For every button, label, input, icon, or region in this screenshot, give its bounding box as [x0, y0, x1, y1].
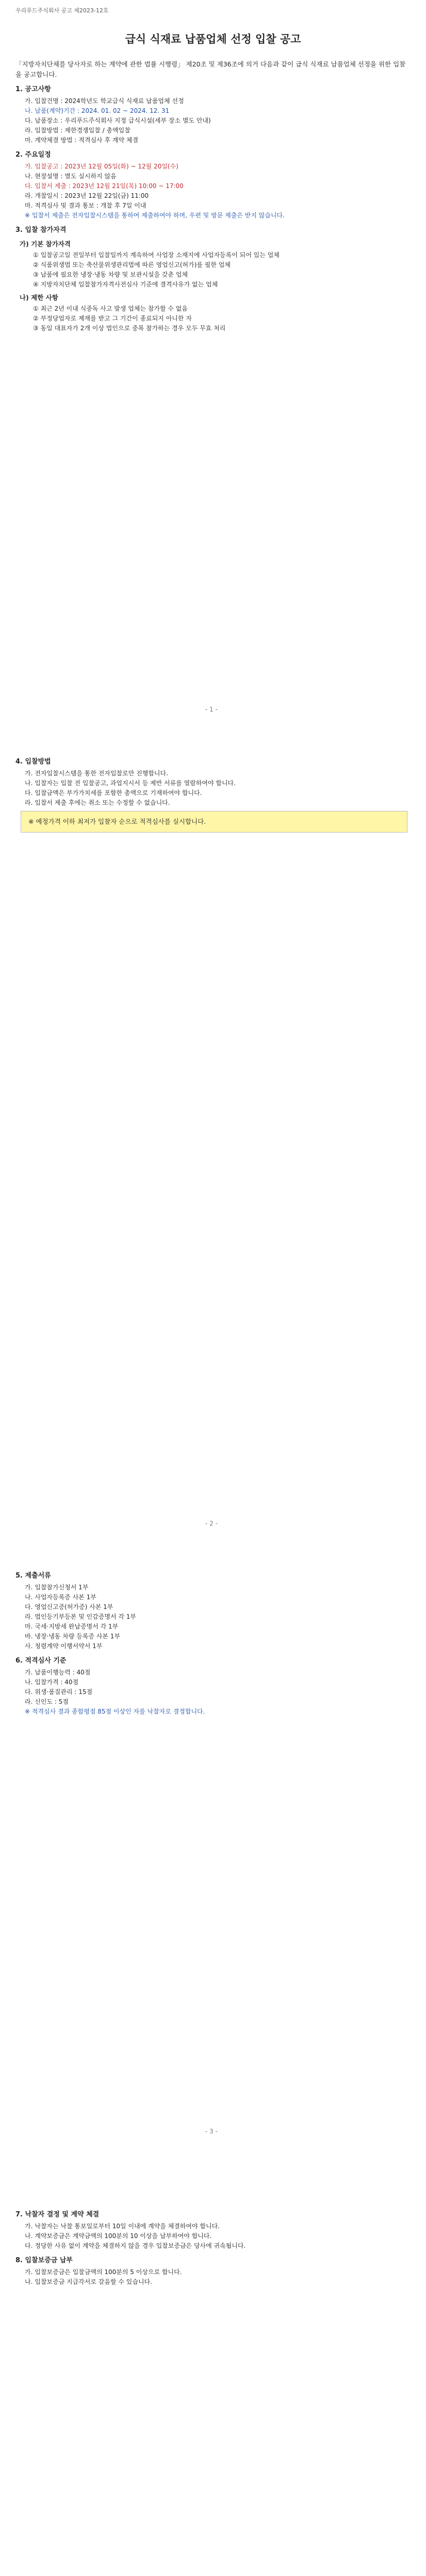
list-item: 다. 영업신고증(허가증) 사본 1부: [25, 1603, 113, 1611]
list-item: 마. 국세·지방세 완납증명서 각 1부: [25, 1623, 119, 1630]
list-item: ② 부정당업자로 제재를 받고 그 기간이 종료되지 아니한 자: [33, 315, 192, 322]
section-1-heading: 1. 공고사항: [15, 86, 51, 93]
list-item: ① 입찰공고일 전일부터 입찰일까지 계속하여 사업장 소재지에 사업자등록이 되어 있는 업체: [33, 251, 280, 259]
section-6-heading: 6. 적격심사 기준: [15, 1657, 67, 1665]
list-item: 바. 냉장·냉동 차량 등록증 사본 1부: [25, 1633, 121, 1640]
list-item: 라. 법인등기부등본 및 인감증명서 각 1부: [25, 1613, 136, 1620]
list-item: 마. 계약체결 방법 : 적격심사 후 계약 체결: [25, 137, 139, 144]
list-item: 라. 입찰방법 : 제한경쟁입찰 / 총액입찰: [25, 127, 130, 134]
list-item: 가. 납품이행능력 : 40점: [25, 1669, 91, 1676]
section-7-heading: 7. 낙찰자 결정 및 계약 체결: [15, 2211, 100, 2218]
list-item: 나. 현장설명 : 별도 실시하지 않음: [25, 173, 117, 180]
section-5-heading: 5. 제출서류: [15, 1572, 51, 1580]
page-marker: - 2 -: [205, 1520, 218, 1527]
section-3-heading: 3. 입찰 참가자격: [15, 226, 67, 234]
list-item: 라. 개찰일시 : 2023년 12월 22일(금) 11:00: [25, 192, 149, 199]
page-1-body: [15, 59, 407, 333]
list-item: 나. 납품(계약)기간 : 2024. 01. 02 ~ 2024. 12. 31: [25, 107, 170, 114]
note-box: [21, 811, 407, 833]
note: ※ 예정가격 이하 최저가 입찰자 순으로 적격심사를 실시합니다.: [28, 818, 206, 825]
list-item: 나. 입찰보증금 지급각서로 갈음할 수 있습니다.: [25, 2278, 152, 2285]
list-item: 나. 사업자등록증 사본 1부: [25, 1594, 96, 1601]
section-8-heading: 8. 입찰보증금 납부: [15, 2257, 73, 2264]
note: ※ 적격심사 결과 종합평점 85점 이상인 자를 낙찰자로 결정합니다.: [25, 1708, 205, 1715]
list-item: ④ 지방자치단체 입찰참가자격사전심사 기준에 결격사유가 없는 업체: [33, 281, 218, 288]
page-marker: - 1 -: [205, 706, 218, 713]
page-marker: - 3 -: [205, 2128, 218, 2135]
list-item: ③ 납품에 필요한 냉장·냉동 차량 및 보관시설을 갖춘 업체: [33, 271, 188, 278]
list-item: 나. 입찰가격 : 40점: [25, 1679, 79, 1686]
list-item: 라. 입찰서 제출 후에는 취소 또는 수정할 수 없습니다.: [25, 799, 170, 806]
page-3-body: [15, 1566, 407, 1717]
list-item: 다. 납품장소 : 우리푸드주식회사 지정 급식시설(세부 장소 별도 안내): [25, 117, 211, 124]
list-item: ① 최근 2년 이내 식중독 사고 발생 업체는 참가할 수 없음: [33, 305, 188, 312]
intro-paragraph: 「지방자치단체를 당사자로 하는 계약에 관한 법률 시행령」 제20조 및 제36조에 의거 다음과 같이 급식 식재료 납품업체 선정을 위한 입찰을 공고합니다.: [15, 60, 406, 78]
list-item: ③ 동일 대표자가 2개 이상 법인으로 중복 참가하는 경우 모두 무효 처리: [33, 325, 226, 332]
section-2-heading: 2. 주요일정: [15, 151, 51, 159]
page-2-body: [15, 752, 407, 836]
list-item: 가. 입찰건명 : 2024학년도 학교급식 식재료 납품업체 선정: [25, 97, 184, 105]
list-item: ② 식품위생법 또는 축산물위생관리법에 따른 영업신고(허가)를 필한 업체: [33, 261, 231, 268]
list-item: 가. 입찰보증금은 입찰금액의 100분의 5 이상으로 합니다.: [25, 2268, 182, 2276]
list-item: 가. 낙찰자는 낙찰 통보일로부터 10일 이내에 계약을 체결하여야 합니다.: [25, 2223, 220, 2230]
subsection-title: 나) 제한 사항: [20, 294, 58, 301]
list-item: 다. 입찰금액은 부가가치세를 포함한 총액으로 기재하여야 합니다.: [25, 789, 202, 796]
note: ※ 입찰서 제출은 전자입찰시스템을 통하여 제출하여야 하며, 우편 및 방문 제출은 받지 않습니다.: [25, 212, 285, 219]
list-item: 나. 계약보증금은 계약금액의 100분의 10 이상을 납부하여야 합니다.: [25, 2232, 212, 2240]
list-item: 사. 청렴계약 이행서약서 1부: [25, 1642, 103, 1650]
document-header: 우리푸드주식회사 공고 제2023-12호: [15, 7, 109, 14]
list-item: 다. 입찰서 제출 : 2023년 12월 21일(목) 10:00 ~ 17:00: [25, 182, 184, 190]
page-4-body: [15, 2205, 407, 2287]
list-item: 다. 위생·품질관리 : 15점: [25, 1688, 93, 1696]
page-title: 급식 식재료 납품업체 선정 입찰 공고: [125, 33, 301, 45]
list-item: 나. 입찰자는 입찰 전 입찰공고, 과업지시서 등 제반 서류를 열람하여야 합니다.: [25, 779, 236, 787]
list-item: 마. 적격심사 및 결과 통보 : 개찰 후 7일 이내: [25, 202, 146, 209]
subsection-title: 가) 기본 참가자격: [20, 240, 71, 248]
list-item: 가. 입찰공고 : 2023년 12월 05일(화) ~ 12월 20일(수): [25, 163, 178, 170]
list-item: 가. 전자입찰시스템을 통한 전자입찰로만 진행합니다.: [25, 770, 168, 777]
list-item: 라. 신인도 : 5점: [25, 1698, 69, 1705]
section-4-heading: 4. 입찰방법: [15, 758, 51, 766]
list-item: 가. 입찰참가신청서 1부: [25, 1584, 89, 1591]
list-item: 다. 정당한 사유 없이 계약을 체결하지 않을 경우 입찰보증금은 당사에 귀속됩니다.: [25, 2242, 246, 2249]
